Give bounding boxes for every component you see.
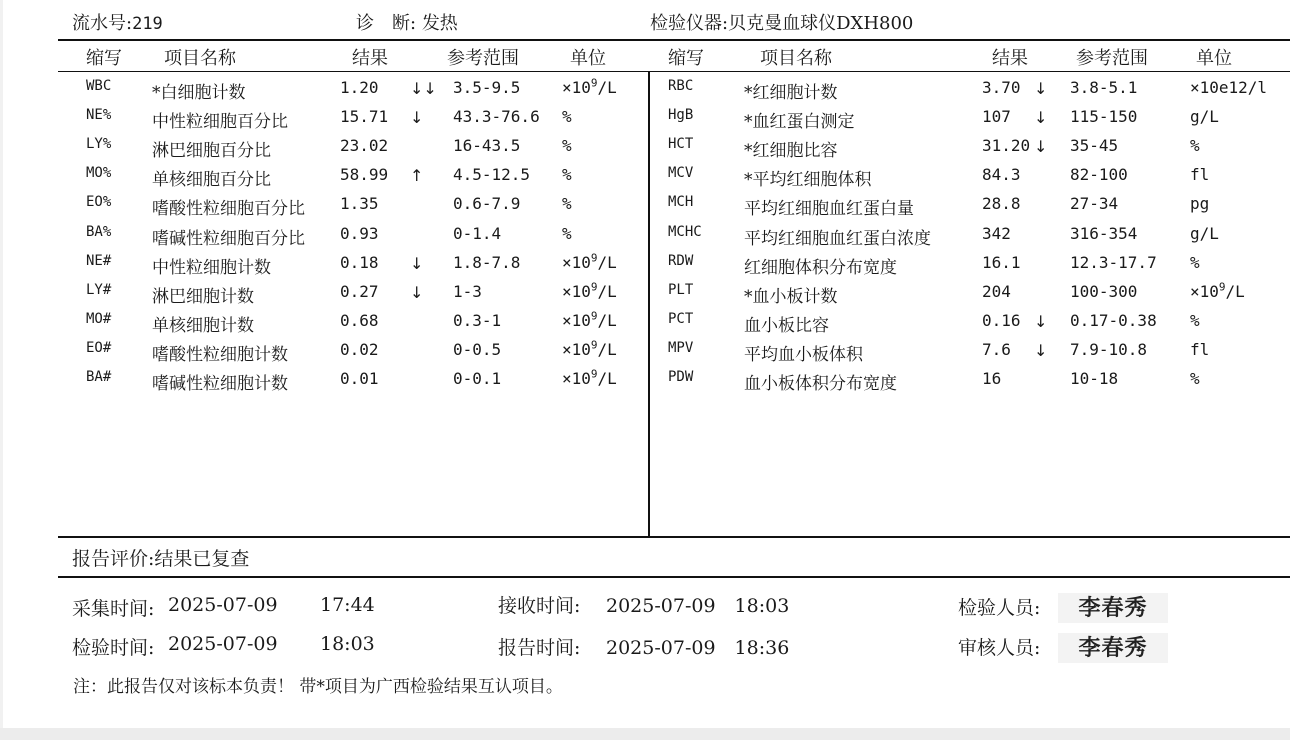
row-abbr: NE# [86, 253, 112, 269]
collect-time: 17:44 [320, 594, 375, 616]
row-flag: ↓ [1034, 312, 1048, 331]
report-time-value: 2025-07-09 18:36 [606, 637, 790, 659]
row-flag: ↓ [1034, 79, 1048, 98]
row-unit-base: ×10 [562, 253, 591, 272]
row-unit [1190, 165, 1209, 184]
row-abbr: MO# [86, 311, 112, 327]
row-range: 115-150 [1070, 107, 1138, 126]
row-unit-exponent: 9 [590, 338, 598, 352]
row-unit-base: % [1190, 136, 1200, 155]
row-result: 0.16 [982, 311, 1021, 330]
row-unit [1190, 107, 1219, 126]
row-abbr: MPV [668, 340, 694, 356]
row-result: 0.02 [340, 340, 379, 359]
row-range: 27-34 [1070, 194, 1119, 213]
row-abbr: PLT [668, 282, 694, 298]
receive-time-label: 接收时间: [498, 595, 581, 617]
row-result: 23.02 [340, 136, 389, 155]
report-time-label: 报告时间: [498, 637, 581, 659]
row-result: 0.27 [340, 282, 379, 301]
row-unit-suffix: /L [597, 253, 617, 272]
row-abbr: RDW [668, 253, 694, 269]
row-abbr: MCH [668, 194, 694, 210]
row-result: 342 [982, 224, 1011, 243]
row-range: 16-43.5 [453, 136, 521, 155]
row-unit [1190, 136, 1200, 155]
row-name: 嗜碱性粒细胞计数 [152, 374, 288, 394]
row-result: 58.99 [340, 165, 389, 184]
row-range: 0-0.1 [453, 369, 502, 388]
row-result: 15.71 [340, 107, 389, 126]
test-time-label: 检验时间: [72, 637, 155, 659]
row-name: 中性粒细胞计数 [152, 258, 271, 278]
row-unit [562, 369, 617, 388]
test-date: 2025-07-09 [168, 633, 278, 655]
row-result: 28.8 [982, 194, 1021, 213]
header-name-right: 项目名称 [760, 48, 832, 69]
row-unit [562, 311, 617, 330]
instrument-value: 贝克曼血球仪DXH800 [728, 13, 914, 34]
row-name: *红细胞比容 [744, 141, 838, 161]
row-range: 4.5-12.5 [453, 165, 531, 184]
row-name: 单核细胞计数 [152, 316, 254, 336]
tester-label: 检验人员: [958, 597, 1041, 619]
row-unit-suffix: /L [597, 282, 617, 301]
row-flag: ↓ [1034, 341, 1048, 360]
row-unit-exponent: 9 [590, 367, 598, 381]
row-name: *红细胞计数 [744, 83, 838, 103]
diagnosis-value: 发热 [421, 13, 458, 34]
row-range: 100-300 [1070, 282, 1138, 301]
diagnosis-label: 诊 断: [356, 13, 417, 34]
row-range: 0-0.5 [453, 340, 502, 359]
row-abbr: RBC [668, 78, 694, 94]
row-flag: ↓↓ [410, 79, 437, 98]
row-unit-base: % [562, 224, 572, 243]
row-name: 平均红细胞血红蛋白浓度 [744, 229, 931, 249]
row-range: 0.17-0.38 [1070, 311, 1157, 330]
serial-label: 流水号: [72, 13, 133, 34]
row-unit-suffix: /L [597, 311, 617, 330]
row-result: 1.35 [340, 194, 379, 213]
row-unit-base: ×10 [562, 282, 591, 301]
row-unit-base: g/L [1190, 107, 1219, 126]
row-abbr: MO% [86, 165, 112, 181]
row-flag: ↓ [1034, 108, 1048, 127]
row-range: 316-354 [1070, 224, 1138, 243]
row-range: 1.8-7.8 [453, 253, 521, 272]
header-bottom-rule [58, 71, 1290, 72]
row-name: 平均红细胞血红蛋白量 [744, 199, 914, 219]
row-unit-exponent: 9 [590, 76, 598, 90]
row-unit [562, 107, 572, 126]
test-time: 18:03 [320, 633, 375, 655]
row-unit-base: % [1190, 253, 1200, 272]
row-name: *白细胞计数 [152, 83, 246, 103]
row-unit [1190, 369, 1200, 388]
header-unit-right: 单位 [1196, 48, 1232, 69]
row-unit-base: % [1190, 311, 1200, 330]
row-unit-base: fl [1190, 340, 1210, 359]
row-name: *血小板计数 [744, 287, 838, 307]
row-range: 35-45 [1070, 136, 1119, 155]
row-unit-base: ×10e12/l [1190, 78, 1268, 97]
report-note: 注：此报告仅对该标本负责！ 带*项目为广西检验结果互认项目。 [73, 677, 563, 697]
row-unit-base: ×10 [562, 340, 591, 359]
page-bottom-band [0, 728, 1290, 740]
row-unit-suffix: /L [597, 78, 617, 97]
row-unit [1190, 282, 1245, 301]
row-range: 3.5-9.5 [453, 78, 521, 97]
row-result: 31.20 [982, 136, 1031, 155]
row-name: 嗜酸性粒细胞计数 [152, 345, 288, 365]
row-abbr: PCT [668, 311, 694, 327]
row-unit [562, 340, 617, 359]
collect-date: 2025-07-09 [168, 594, 278, 616]
row-unit [1190, 224, 1219, 243]
row-abbr: EO# [86, 340, 112, 356]
row-unit-base: fl [1190, 165, 1210, 184]
row-range: 82-100 [1070, 165, 1128, 184]
row-name: 血小板比容 [744, 316, 829, 336]
row-unit [1190, 253, 1200, 272]
row-unit-base: ×10 [562, 369, 591, 388]
row-unit [562, 194, 572, 213]
header-abbr-right: 缩写 [668, 48, 704, 69]
row-name: 血小板体积分布宽度 [744, 374, 897, 394]
row-flag: ↓ [410, 108, 424, 127]
row-range: 1-3 [453, 282, 482, 301]
instrument-label: 检验仪器: [650, 13, 729, 34]
serial-field [72, 9, 163, 35]
row-name: 单核细胞百分比 [152, 170, 271, 190]
row-unit-base: pg [1190, 194, 1210, 213]
serial-value: 219 [132, 14, 163, 34]
row-unit [562, 282, 617, 301]
header-name-left: 项目名称 [164, 48, 236, 69]
row-abbr: LY% [86, 136, 112, 152]
diagnosis-field [356, 9, 458, 35]
row-flag: ↓ [1034, 137, 1048, 156]
reviewer-label: 审核人员: [958, 637, 1041, 659]
row-unit-suffix: /L [597, 340, 617, 359]
table-top-rule [58, 39, 1290, 41]
row-unit-exponent: 9 [590, 309, 598, 323]
row-flag: ↑ [410, 166, 424, 185]
row-unit [562, 136, 572, 155]
row-abbr: BA% [86, 224, 112, 240]
row-unit-exponent: 9 [1218, 280, 1226, 294]
header-abbr-left: 缩写 [86, 48, 122, 69]
row-range: 3.8-5.1 [1070, 78, 1138, 97]
page-left-edge [0, 0, 3, 728]
evaluation-bottom-rule [58, 576, 1290, 578]
row-abbr: EO% [86, 194, 112, 210]
row-result: 3.70 [982, 78, 1021, 97]
row-abbr: NE% [86, 107, 112, 123]
instrument-field [650, 9, 913, 35]
row-abbr: WBC [86, 78, 112, 94]
row-name: 平均血小板体积 [744, 345, 863, 365]
row-result: 0.18 [340, 253, 379, 272]
row-result: 7.6 [982, 340, 1011, 359]
row-abbr: PDW [668, 369, 694, 385]
row-name: 嗜酸性粒细胞百分比 [152, 199, 305, 219]
row-unit [562, 224, 572, 243]
row-name: *血红蛋白测定 [744, 112, 855, 132]
row-unit [1190, 311, 1200, 330]
row-name: 嗜碱性粒细胞百分比 [152, 229, 305, 249]
row-abbr: HCT [668, 136, 694, 152]
row-unit [562, 165, 572, 184]
row-unit [562, 253, 617, 272]
row-unit-base: % [1190, 369, 1200, 388]
row-result: 204 [982, 282, 1011, 301]
row-unit-exponent: 9 [590, 251, 598, 265]
row-abbr: MCV [668, 165, 694, 181]
row-unit-base: ×10 [562, 78, 591, 97]
header-result-right: 结果 [992, 48, 1028, 69]
row-range: 43.3-76.6 [453, 107, 540, 126]
row-unit-base: % [562, 194, 572, 213]
row-unit [1190, 194, 1209, 213]
row-result: 16 [982, 369, 1002, 388]
row-name: 中性粒细胞百分比 [152, 112, 288, 132]
row-result: 0.93 [340, 224, 379, 243]
row-name: 淋巴细胞百分比 [152, 141, 271, 161]
row-unit-exponent: 9 [590, 280, 598, 294]
row-unit-base: % [562, 136, 572, 155]
row-range: 7.9-10.8 [1070, 340, 1148, 359]
tester-signature: 李春秀 [1058, 593, 1168, 623]
row-abbr: LY# [86, 282, 112, 298]
row-result: 84.3 [982, 165, 1021, 184]
row-unit-base: % [562, 107, 572, 126]
row-range: 0.3-1 [453, 311, 502, 330]
report-evaluation: 报告评价:结果已复查 [72, 548, 250, 570]
row-flag: ↓ [410, 283, 424, 302]
row-range: 0.6-7.9 [453, 194, 521, 213]
row-name: 淋巴细胞计数 [152, 287, 254, 307]
column-divider [648, 72, 650, 536]
row-abbr: HgB [668, 107, 694, 123]
collect-time-label: 采集时间: [72, 598, 155, 620]
reviewer-signature: 李春秀 [1058, 633, 1168, 663]
row-unit [1190, 78, 1267, 97]
row-unit-base: g/L [1190, 224, 1219, 243]
row-range: 12.3-17.7 [1070, 253, 1157, 272]
row-abbr: BA# [86, 369, 112, 385]
row-name: 红细胞体积分布宽度 [744, 258, 897, 278]
row-flag: ↓ [410, 254, 424, 273]
header-range-left: 参考范围 [447, 48, 519, 69]
table-bottom-rule [58, 536, 1290, 538]
receive-time-value: 2025-07-09 18:03 [606, 595, 790, 617]
row-name: *平均红细胞体积 [744, 170, 872, 190]
row-unit-base: ×10 [562, 311, 591, 330]
header-range-right: 参考范围 [1076, 48, 1148, 69]
row-unit-suffix: /L [1225, 282, 1245, 301]
header-unit-left: 单位 [570, 48, 606, 69]
row-range: 10-18 [1070, 369, 1119, 388]
row-unit [562, 78, 617, 97]
row-unit-base: ×10 [1190, 282, 1219, 301]
header-result-left: 结果 [352, 48, 388, 69]
row-abbr: MCHC [668, 224, 702, 240]
row-unit-base: % [562, 165, 572, 184]
row-result: 1.20 [340, 78, 379, 97]
row-result: 16.1 [982, 253, 1021, 272]
row-range: 0-1.4 [453, 224, 502, 243]
row-result: 0.68 [340, 311, 379, 330]
row-result: 0.01 [340, 369, 379, 388]
row-unit-suffix: /L [597, 369, 617, 388]
row-unit [1190, 340, 1209, 359]
row-result: 107 [982, 107, 1011, 126]
